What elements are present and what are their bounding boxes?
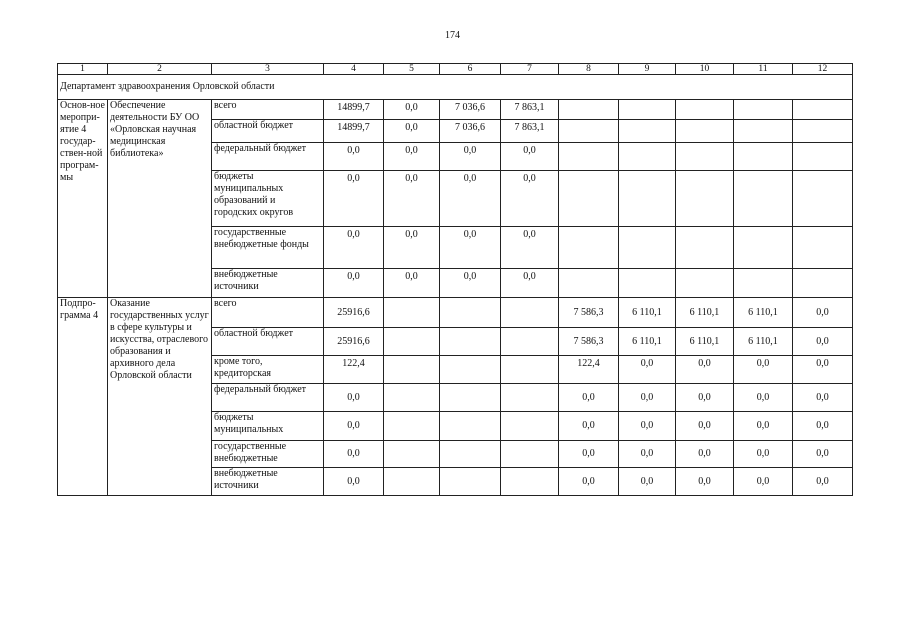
section2-description: Оказание государственных услуг в сфере культуры и искусства, отраслевого образования и архивного дела Орловской области — [108, 298, 212, 496]
header-cell: 3 — [212, 64, 324, 75]
funding-source: федеральный бюджет — [212, 143, 324, 171]
value-cell — [619, 269, 676, 298]
value-cell — [501, 468, 559, 496]
funding-source: внебюджетные источники — [212, 269, 324, 298]
value-cell — [676, 171, 734, 227]
value-cell: 7 036,6 — [440, 120, 501, 143]
value-cell — [619, 120, 676, 143]
funding-source: областной бюджет — [212, 328, 324, 356]
value-cell: 0,0 — [619, 356, 676, 384]
section2-name: Подпро-грамма 4 — [58, 298, 108, 496]
value-cell: 0,0 — [324, 269, 384, 298]
value-cell — [619, 100, 676, 120]
value-cell: 0,0 — [676, 356, 734, 384]
value-cell: 0,0 — [324, 441, 384, 468]
value-cell: 0,0 — [501, 269, 559, 298]
value-cell: 0,0 — [324, 143, 384, 171]
funding-source: бюджеты муниципальных образований и городских округов — [212, 171, 324, 227]
value-cell: 0,0 — [793, 356, 853, 384]
value-cell: 0,0 — [324, 171, 384, 227]
value-cell: 6 110,1 — [734, 328, 793, 356]
funding-source: областной бюджет — [212, 120, 324, 143]
value-cell — [501, 298, 559, 328]
header-cell: 7 — [501, 64, 559, 75]
header-cell: 9 — [619, 64, 676, 75]
value-cell: 6 110,1 — [734, 298, 793, 328]
funding-source: государственные внебюджетные — [212, 441, 324, 468]
value-cell — [501, 441, 559, 468]
funding-source: всего — [212, 298, 324, 328]
value-cell: 6 110,1 — [619, 298, 676, 328]
value-cell — [440, 384, 501, 412]
value-cell: 0,0 — [734, 441, 793, 468]
value-cell: 0,0 — [559, 468, 619, 496]
value-cell: 7 863,1 — [501, 100, 559, 120]
table-body — [58, 64, 853, 496]
value-cell — [559, 269, 619, 298]
value-cell — [676, 227, 734, 269]
funding-source: внебюджетные источники — [212, 468, 324, 496]
value-cell: 122,4 — [324, 356, 384, 384]
value-cell: 0,0 — [793, 468, 853, 496]
value-cell: 0,0 — [734, 468, 793, 496]
department-row — [58, 75, 853, 100]
value-cell — [384, 328, 440, 356]
value-cell — [676, 100, 734, 120]
funding-source: государственные внебюджетные фонды — [212, 227, 324, 269]
value-cell: 7 586,3 — [559, 298, 619, 328]
header-cell: 8 — [559, 64, 619, 75]
value-cell — [384, 384, 440, 412]
value-cell: 6 110,1 — [619, 328, 676, 356]
value-cell — [384, 298, 440, 328]
funding-source: кроме того, кредиторская — [212, 356, 324, 384]
value-cell — [384, 441, 440, 468]
value-cell: 0,0 — [734, 384, 793, 412]
value-cell: 0,0 — [734, 356, 793, 384]
value-cell: 0,0 — [324, 227, 384, 269]
funding-source: федеральный бюджет — [212, 384, 324, 412]
value-cell: 0,0 — [619, 441, 676, 468]
value-cell: 0,0 — [676, 468, 734, 496]
value-cell: 0,0 — [793, 298, 853, 328]
value-cell — [384, 412, 440, 441]
value-cell: 0,0 — [676, 441, 734, 468]
value-cell — [440, 468, 501, 496]
value-cell — [501, 356, 559, 384]
value-cell: 0,0 — [501, 143, 559, 171]
value-cell: 7 036,6 — [440, 100, 501, 120]
value-cell: 25916,6 — [324, 328, 384, 356]
value-cell — [440, 298, 501, 328]
section1-name: Основ-ное меропри-ятие 4 государ-ствен-ной програм-мы — [58, 100, 108, 298]
value-cell: 0,0 — [676, 384, 734, 412]
value-cell — [793, 143, 853, 171]
value-cell: 0,0 — [501, 171, 559, 227]
value-cell — [501, 412, 559, 441]
value-cell: 0,0 — [440, 171, 501, 227]
header-cell: 1 — [58, 64, 108, 75]
value-cell: 0,0 — [440, 269, 501, 298]
header-cell: 2 — [108, 64, 212, 75]
value-cell: 0,0 — [440, 143, 501, 171]
value-cell: 0,0 — [384, 227, 440, 269]
funding-source: бюджеты муниципальных — [212, 412, 324, 441]
header-cell: 6 — [440, 64, 501, 75]
value-cell: 0,0 — [324, 468, 384, 496]
value-cell — [559, 120, 619, 143]
value-cell: 0,0 — [501, 227, 559, 269]
value-cell — [559, 143, 619, 171]
header-cell: 4 — [324, 64, 384, 75]
value-cell: 122,4 — [559, 356, 619, 384]
value-cell — [440, 441, 501, 468]
value-cell — [734, 100, 793, 120]
value-cell — [501, 384, 559, 412]
value-cell: 0,0 — [734, 412, 793, 441]
value-cell: 25916,6 — [324, 298, 384, 328]
value-cell: 0,0 — [793, 384, 853, 412]
section1-description: Обеспечение деятельности БУ ОО «Орловская научная медицинская библиотека» — [108, 100, 212, 298]
header-cell: 12 — [793, 64, 853, 75]
value-cell — [676, 143, 734, 171]
value-cell — [734, 120, 793, 143]
value-cell — [501, 328, 559, 356]
value-cell — [793, 171, 853, 227]
value-cell — [793, 100, 853, 120]
value-cell — [734, 143, 793, 171]
value-cell: 0,0 — [793, 441, 853, 468]
table-row — [58, 298, 853, 328]
value-cell — [559, 227, 619, 269]
header-cell: 5 — [384, 64, 440, 75]
value-cell: 0,0 — [384, 171, 440, 227]
value-cell — [676, 120, 734, 143]
value-cell: 0,0 — [559, 384, 619, 412]
funding-source: всего — [212, 100, 324, 120]
value-cell: 0,0 — [384, 269, 440, 298]
value-cell: 0,0 — [619, 384, 676, 412]
value-cell — [619, 143, 676, 171]
value-cell: 14899,7 — [324, 120, 384, 143]
value-cell: 7 586,3 — [559, 328, 619, 356]
value-cell — [793, 120, 853, 143]
value-cell: 0,0 — [384, 143, 440, 171]
value-cell: 0,0 — [324, 412, 384, 441]
value-cell: 0,0 — [676, 412, 734, 441]
value-cell: 14899,7 — [324, 100, 384, 120]
value-cell — [619, 227, 676, 269]
value-cell: 0,0 — [324, 384, 384, 412]
value-cell: 0,0 — [619, 468, 676, 496]
value-cell — [734, 269, 793, 298]
table-row — [58, 100, 853, 120]
value-cell — [440, 356, 501, 384]
value-cell: 0,0 — [793, 328, 853, 356]
value-cell: 0,0 — [559, 412, 619, 441]
header-cell: 11 — [734, 64, 793, 75]
value-cell — [440, 412, 501, 441]
department-cell: Департамент здравоохранения Орловской области — [58, 75, 853, 100]
value-cell: 6 110,1 — [676, 298, 734, 328]
value-cell — [676, 269, 734, 298]
header-row — [58, 64, 853, 75]
value-cell — [384, 356, 440, 384]
budget-table — [57, 63, 853, 496]
value-cell — [384, 468, 440, 496]
value-cell — [793, 269, 853, 298]
header-cell: 10 — [676, 64, 734, 75]
value-cell: 0,0 — [440, 227, 501, 269]
value-cell — [559, 171, 619, 227]
value-cell — [619, 171, 676, 227]
value-cell: 6 110,1 — [676, 328, 734, 356]
page-number: 174 — [445, 30, 460, 41]
value-cell — [440, 328, 501, 356]
value-cell — [734, 227, 793, 269]
value-cell: 0,0 — [793, 412, 853, 441]
value-cell: 7 863,1 — [501, 120, 559, 143]
value-cell — [559, 100, 619, 120]
value-cell: 0,0 — [384, 100, 440, 120]
value-cell — [734, 171, 793, 227]
value-cell: 0,0 — [384, 120, 440, 143]
value-cell: 0,0 — [619, 412, 676, 441]
value-cell: 0,0 — [559, 441, 619, 468]
value-cell — [793, 227, 853, 269]
